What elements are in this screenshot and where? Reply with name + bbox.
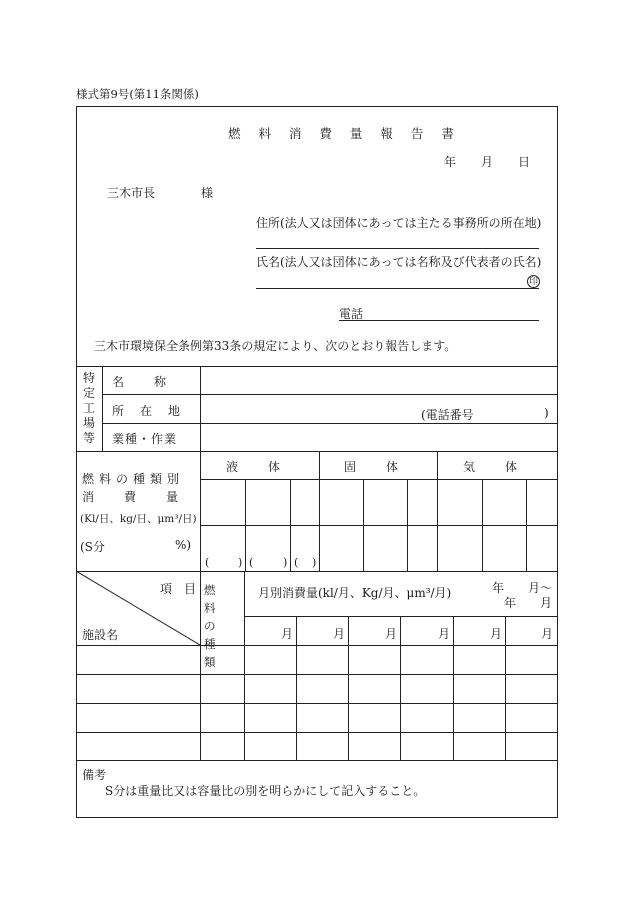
statement: 三木市環境保全条例第33条の規定により、次のとおり報告します。 [94,339,457,353]
fuel-units: (Kl/日、kg/日、μm³/日) [80,513,197,525]
facility-name-label: 施設名 [82,628,119,642]
sulfur-label: (S分 [80,540,105,554]
fuel-type-liquid: 液 体 [226,460,283,474]
fuel-type-gas: 気 体 [463,460,520,474]
factory-phone-hint: (電話番号 [421,408,474,422]
address-line[interactable] [256,248,539,249]
name-line[interactable] [256,288,539,289]
factory-name-field[interactable] [200,366,557,394]
remarks-note: S分は重量比又は容量比の別を明らかにして記入すること。 [105,784,426,798]
period-to: 年 月 [504,596,553,610]
fuel-type-solid: 固 体 [344,460,401,474]
fuel-type-label: 燃料の種類 [204,583,224,669]
factory-phone-close: ) [544,406,549,420]
seal-mark: 印 [528,277,538,287]
date-month: 月 [481,155,494,169]
form-title: 燃 料 消 費 量 報 告 書 [228,126,461,141]
address-label: 住所(法人又は団体にあっては主たる事務所の所在地) [256,216,542,230]
factory-business-label: 業種・作業 [112,432,178,446]
factory-group-label: 特定工場等 [82,371,95,445]
addressee: 三木市長 [107,186,156,200]
factory-name-label: 名 称 [112,375,169,389]
item-label: 項 目 [160,582,197,596]
remarks-label: 備考 [82,768,107,782]
phone-line[interactable] [339,320,539,321]
month-col-6: 月 [541,627,554,641]
date-day: 日 [518,155,531,169]
month-col-3: 月 [385,627,398,641]
honorific: 様 [201,186,214,200]
factory-business-field[interactable] [200,423,557,451]
monthly-label: 月別消費量(kl/月、Kg/月、μm³/月) [258,586,452,600]
factory-address-label: 所 在 地 [112,404,183,418]
form-number: 様式第9号(第11条関係) [76,87,199,101]
month-col-5: 月 [490,627,503,641]
month-col-1: 月 [281,627,294,641]
date-year: 年 [444,155,457,169]
month-col-4: 月 [438,627,451,641]
fuel-label-line2: 消 費 量 [82,490,181,504]
fuel-label-line1: 燃料の種類別 [82,472,185,486]
month-col-2: 月 [333,627,346,641]
period-from: 年 月～ [492,581,553,595]
phone-label: 電話 [339,307,364,321]
sulfur-unit: %) [175,538,192,552]
name-label: 氏名(法人又は団体にあっては名称及び代表者の氏名) [256,255,542,269]
